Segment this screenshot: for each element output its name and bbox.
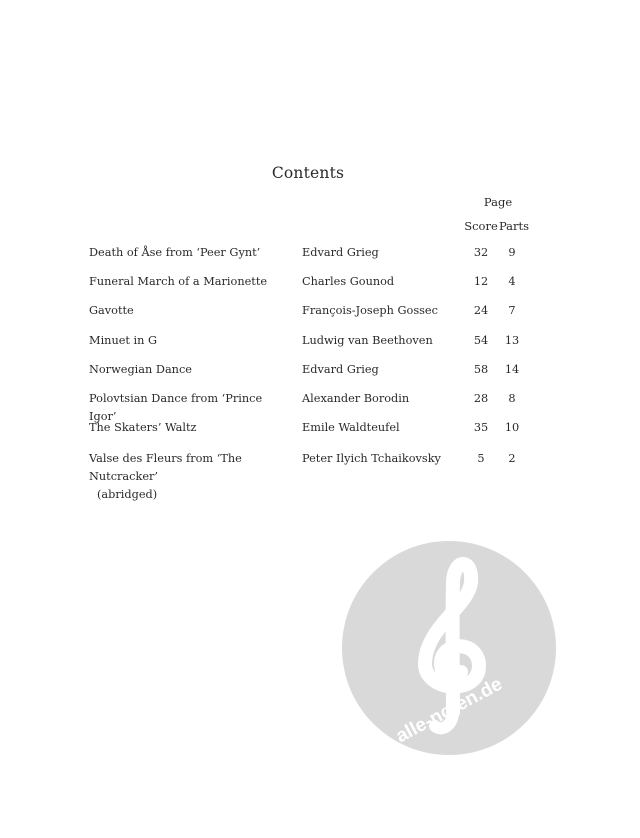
parts-page: 4 (508, 275, 516, 288)
piece-title: Polovtsian Dance from ‘Prince Igor’ (89, 392, 263, 423)
piece-title-note: (abridged) (97, 488, 158, 501)
score-page: 5 (477, 452, 485, 465)
list-item (0, 244, 640, 274)
piece-title (89, 450, 299, 504)
composer-name: Emile Waldteufel (302, 421, 400, 434)
parts-page: 13 (504, 334, 520, 347)
score-page: 35 (473, 421, 489, 434)
composer-name: Edvard Grieg (302, 246, 379, 259)
watermark-text: alle-noten.de (392, 673, 506, 748)
composer-name: Edvard Grieg (302, 363, 379, 376)
piece-title: The Skaters’ Waltz (89, 421, 197, 434)
score-column-header: Score (464, 219, 498, 233)
score-page: 58 (473, 363, 489, 376)
list-item (0, 332, 640, 362)
parts-page: 9 (508, 246, 516, 259)
piece-title: Norwegian Dance (89, 363, 192, 376)
score-page: 28 (473, 392, 489, 405)
parts-page: 10 (504, 421, 520, 434)
piece-title: Funeral March of a Marionette (89, 275, 268, 288)
list-item (0, 273, 640, 303)
composer-name: François-Joseph Gossec (302, 304, 438, 317)
composer-name: Ludwig van Beethoven (302, 334, 433, 347)
score-page: 32 (473, 246, 489, 259)
parts-page: 14 (504, 363, 520, 376)
page-title: Contents (271, 164, 345, 182)
composer-name: Charles Gounod (302, 275, 395, 288)
piece-title: Minuet in G (89, 334, 158, 347)
composer-name: Peter Ilyich Tchaikovsky (302, 452, 441, 465)
piece-title: Death of Åse from ‘Peer Gynt’ (89, 246, 261, 259)
list-item (0, 302, 640, 332)
parts-column-header: Parts (498, 219, 530, 233)
composer-name: Alexander Borodin (302, 392, 410, 405)
score-page: 24 (473, 304, 489, 317)
list-item (0, 361, 640, 391)
score-page: 54 (473, 334, 489, 347)
piece-title: Gavotte (89, 304, 134, 317)
list-item (0, 390, 640, 423)
list-item (0, 450, 640, 501)
list-item (0, 419, 640, 449)
parts-page: 8 (508, 392, 516, 405)
page-column-header: Page (483, 195, 513, 209)
piece-title-main: Valse des Fleurs from ‘The Nutcracker’ (89, 452, 242, 483)
parts-page: 7 (508, 304, 516, 317)
score-page: 12 (473, 275, 489, 288)
watermark-logo (341, 540, 557, 756)
parts-page: 2 (508, 452, 516, 465)
